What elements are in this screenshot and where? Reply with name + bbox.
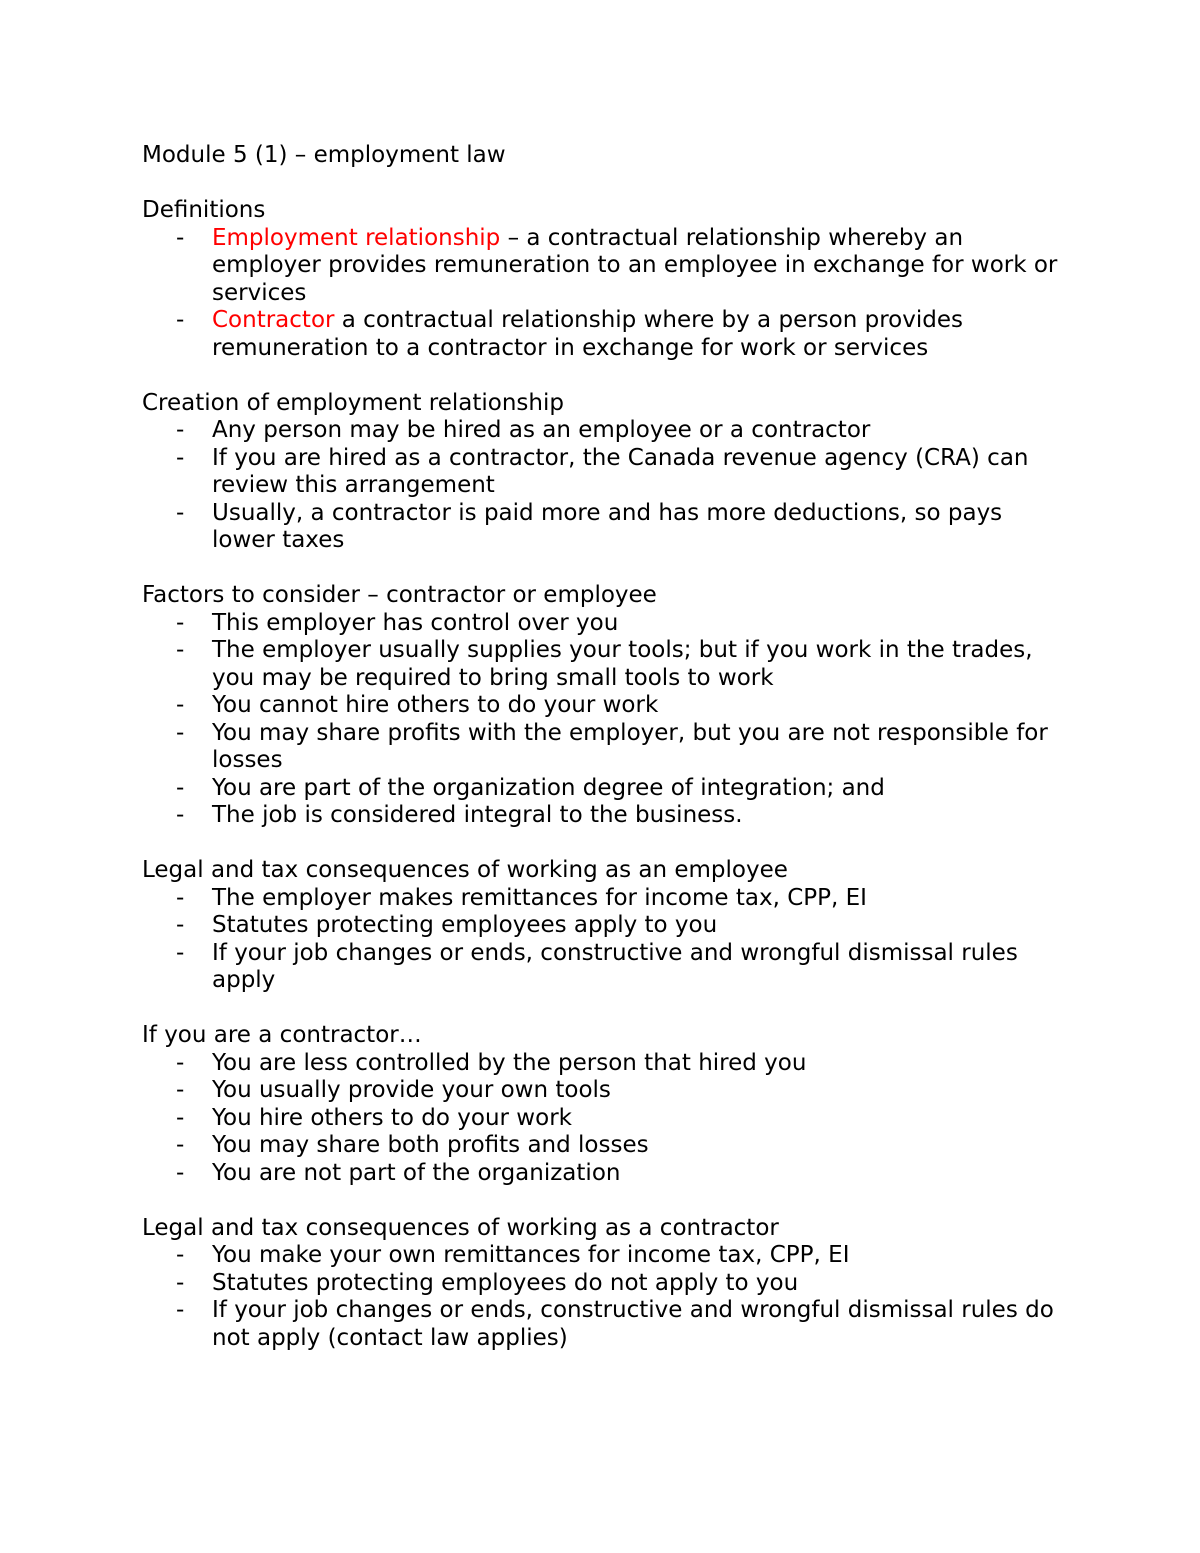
dash-bullet-icon: - (176, 609, 185, 636)
list-item-text: If you are hired as a contractor, the Canada revenue agency (CRA) can review this arrangement (212, 444, 1029, 498)
section-0 (142, 197, 1072, 390)
spacer (142, 995, 1072, 1023)
section-heading: Legal and tax consequences of working as an employee (142, 857, 788, 883)
list-item-text: You make your own remittances for income tax, CPP, EI (212, 1242, 850, 1268)
list-item-text: You are not part of the organization (212, 1159, 621, 1186)
list-item (142, 1270, 1072, 1298)
list-item-text: Any person may be hired as an employee or a contractor (212, 417, 871, 443)
dash-bullet-icon: - (176, 884, 185, 911)
spacer (142, 830, 1072, 858)
dash-bullet-icon: - (176, 1132, 185, 1158)
dash-bullet-icon: - (176, 637, 185, 663)
dash-bullet-icon: - (176, 1159, 185, 1186)
list-item (142, 500, 1072, 555)
section-heading: Factors to consider – contractor or employee (142, 582, 657, 608)
section-heading: If you are a contractor… (142, 1022, 422, 1048)
dash-bullet-icon: - (176, 1242, 185, 1268)
dash-bullet-icon: - (176, 1077, 185, 1103)
dash-bullet-icon: - (176, 719, 185, 746)
bullet-list (142, 1050, 1072, 1188)
section-5 (142, 1215, 1072, 1353)
list-item-text: Statutes protecting employees do not apply to you (212, 1269, 799, 1296)
dash-bullet-icon: - (176, 1269, 185, 1296)
spacer (142, 170, 1072, 198)
section-2 (142, 582, 1072, 857)
sections-container (142, 197, 1072, 1352)
list-item (142, 1105, 1072, 1133)
list-item (142, 912, 1072, 940)
dash-bullet-icon: - (176, 1297, 185, 1323)
definition-term: Contractor (212, 307, 335, 333)
dash-bullet-icon: - (176, 802, 185, 828)
list-item (142, 1297, 1072, 1352)
list-item (142, 1160, 1072, 1188)
list-item-text: The employer makes remittances for income tax, CPP, EI (212, 884, 867, 911)
dash-bullet-icon: - (176, 307, 185, 333)
list-item (142, 940, 1072, 995)
list-item-text: You hire others to do your work (212, 1104, 572, 1131)
list-item-text: You may share both profits and losses (212, 1132, 649, 1158)
list-item-text: This employer has control over you (212, 609, 619, 636)
list-item-text: – a contractual relationship whereby an employer provides remuneration to an employee in exchange for work or services (212, 224, 1058, 306)
dash-bullet-icon: - (176, 499, 185, 526)
spacer (142, 362, 1072, 390)
dash-bullet-icon: - (176, 224, 185, 251)
list-item (142, 802, 1072, 830)
list-item (142, 445, 1072, 500)
list-item (142, 1050, 1072, 1078)
dash-bullet-icon: - (176, 417, 185, 443)
bullet-list (142, 417, 1072, 555)
list-item (142, 775, 1072, 803)
list-item (142, 307, 1072, 362)
document-body (142, 142, 1072, 1352)
list-item (142, 637, 1072, 692)
section-heading: Definitions (142, 197, 266, 223)
dash-bullet-icon: - (176, 1104, 185, 1131)
bullet-list (142, 885, 1072, 995)
bullet-list (142, 225, 1072, 363)
bullet-list (142, 610, 1072, 830)
list-item (142, 1077, 1072, 1105)
section-heading: Legal and tax consequences of working as a contractor (142, 1214, 779, 1241)
dash-bullet-icon: - (176, 774, 185, 801)
dash-bullet-icon: - (176, 1049, 185, 1076)
list-item-text: Usually, a contractor is paid more and has more deductions, so pays lower taxes (212, 499, 1003, 553)
list-item-text: You are less controlled by the person that hired you (212, 1049, 807, 1076)
section-heading: Creation of employment relationship (142, 389, 564, 416)
dash-bullet-icon: - (176, 912, 185, 938)
list-item (142, 720, 1072, 775)
document-title: Module 5 (1) – employment law (142, 142, 506, 168)
list-item-text: The employer usually supplies your tools; but if you work in the trades, you may be required to bring small tools to work (212, 637, 1033, 691)
list-item-text: You cannot hire others to do your work (212, 692, 659, 718)
spacer (142, 555, 1072, 583)
list-item-text: You usually provide your own tools (212, 1077, 611, 1103)
section-1 (142, 390, 1072, 583)
section-3 (142, 857, 1072, 1022)
dash-bullet-icon: - (176, 692, 185, 718)
list-item (142, 417, 1072, 445)
list-item (142, 225, 1072, 308)
list-item (142, 1242, 1072, 1270)
spacer (142, 1187, 1072, 1215)
list-item (142, 610, 1072, 638)
list-item-text: You are part of the organization degree of integration; and (212, 774, 885, 801)
list-item (142, 1132, 1072, 1160)
list-item-text: If your job changes or ends, constructive and wrongful dismissal rules do not apply (contact law applies) (212, 1297, 1054, 1351)
list-item-text: Statutes protecting employees apply to you (212, 912, 718, 938)
list-item-text: If your job changes or ends, constructive and wrongful dismissal rules apply (212, 939, 1018, 993)
list-item-text: The job is considered integral to the business. (212, 802, 743, 828)
list-item (142, 885, 1072, 913)
section-4 (142, 1022, 1072, 1215)
list-item-text: You may share profits with the employer, but you are not responsible for losses (212, 719, 1048, 773)
list-item (142, 692, 1072, 720)
bullet-list (142, 1242, 1072, 1352)
dash-bullet-icon: - (176, 444, 185, 471)
list-item-text: a contractual relationship where by a person provides remuneration to a contractor in exchange for work or services (212, 307, 963, 361)
dash-bullet-icon: - (176, 939, 185, 966)
definition-term: Employment relationship (212, 224, 501, 251)
